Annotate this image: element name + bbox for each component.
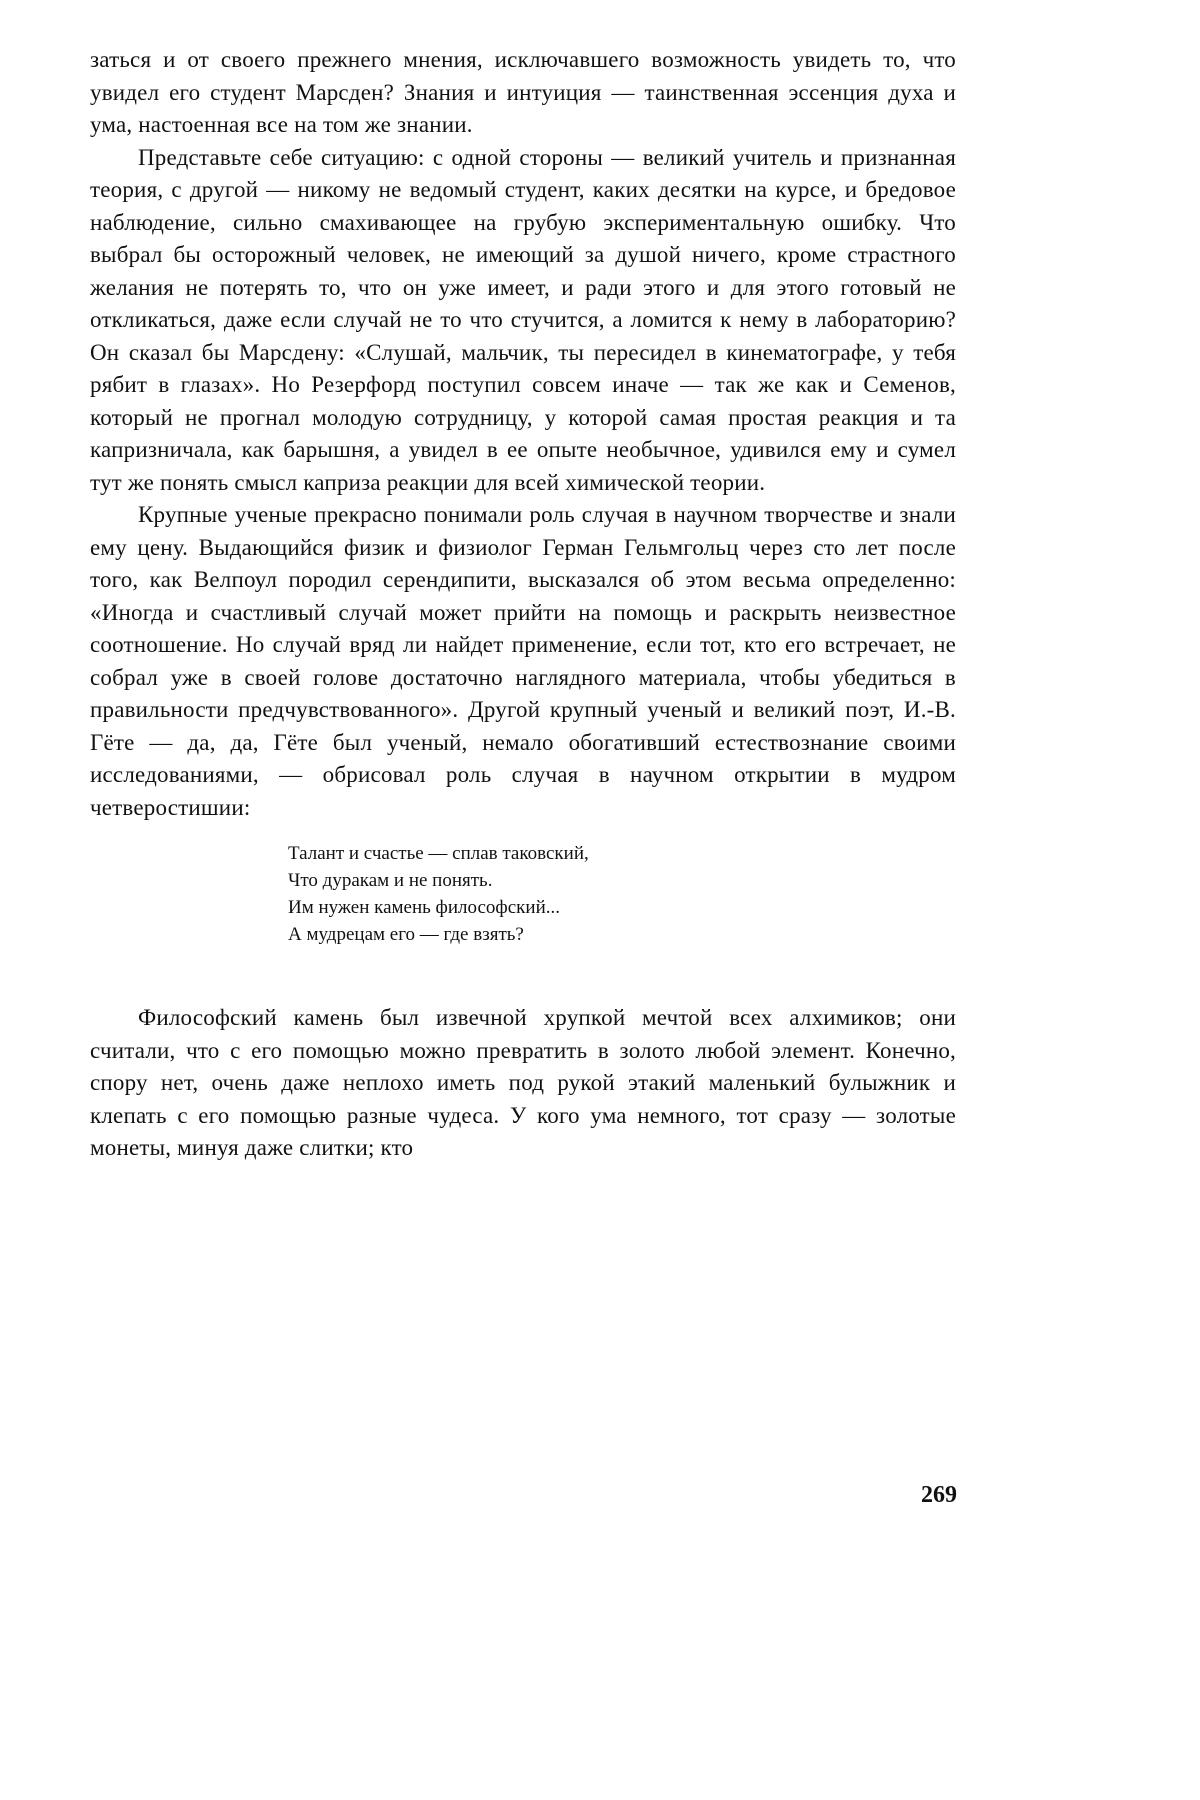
paragraph-helmholtz-goethe: Крупные ученые прекрасно понимали роль случая в научном творчестве и знали ему цену. Выдающийся физик и физиолог Герман Гельмгольц через сто лет после того, как Велпоул породил серендипити, высказался об этом весьма определенно: «Иногда и счастливый случай может прийти на помощь и раскрыть неизвестное соотношение. Но случай вряд ли найдет применение, если тот, кто его встречает, не собрал уже в своей голове достаточно наглядного материала, чтобы убедиться в правильности предчувствованного». Другой крупный ученый и великий поэт, И.-В. Гёте — да, да, Гёте был ученый, немало обогативший естествознание своими исследованиями, — обрисовал роль случая в научном открытии в мудром четверостишии: [90, 502, 956, 820]
page-number: 269 [921, 1482, 957, 1508]
verse-line: Им нужен камень философский... [288, 897, 560, 918]
paragraph-philosophers-stone: Философский камень был извечной хрупкой мечтой всех алхимиков; они считали, что с его помощью можно превратить в золото любой элемент. Конечно, спору нет, очень даже неплохо иметь под рукой этакий маленький булыжник и клепать с его помощью разные чудеса. У кого ума немного, тот сразу — золотые монеты, минуя даже слитки; кто [90, 1005, 956, 1160]
goethe-quatrain [288, 840, 956, 948]
verse-line: Талант и счастье — сплав таковский, [288, 843, 589, 864]
paragraph-situation: Представьте себе ситуацию: с одной стороны — великий учитель и признанная теория, с другой — никому не ведомый студент, каких десятки на курсе, и бредовое наблюдение, сильно смахивающее на грубую экспериментальную ошибку. Что выбрал бы осторожный человек, не имеющий за душой ничего, кроме страстного желания не потерять то, что он уже имеет, и ради этого и для этого готовый не откликаться, даже если случай не то что стучится, а ломится к нему в лабораторию? Он сказал бы Марсдену: «Слушай, мальчик, ты пересидел в кинематографе, у тебя рябит в глазах». Но Резерфорд поступил совсем иначе — так же как и Семенов, который не прогнал молодую сотрудницу, у которой самая простая реакция и та капризничала, как барышня, а увидел в ее опыте необычное, удивился ему и сумел тут же понять смысл каприза реакции для всей химической теории. [90, 144, 956, 495]
verse-line: А мудрецам его — где взять? [288, 924, 524, 945]
verse-line: Что дуракам и не понять. [288, 870, 493, 891]
book-page [90, 44, 956, 1165]
paragraph-continuation: заться и от своего прежнего мнения, исключавшего возможность увидеть то, что увидел его студент Марсден? Знания и интуиция — таинственная эссенция духа и ума, настоенная все на том же знании. [90, 47, 956, 137]
